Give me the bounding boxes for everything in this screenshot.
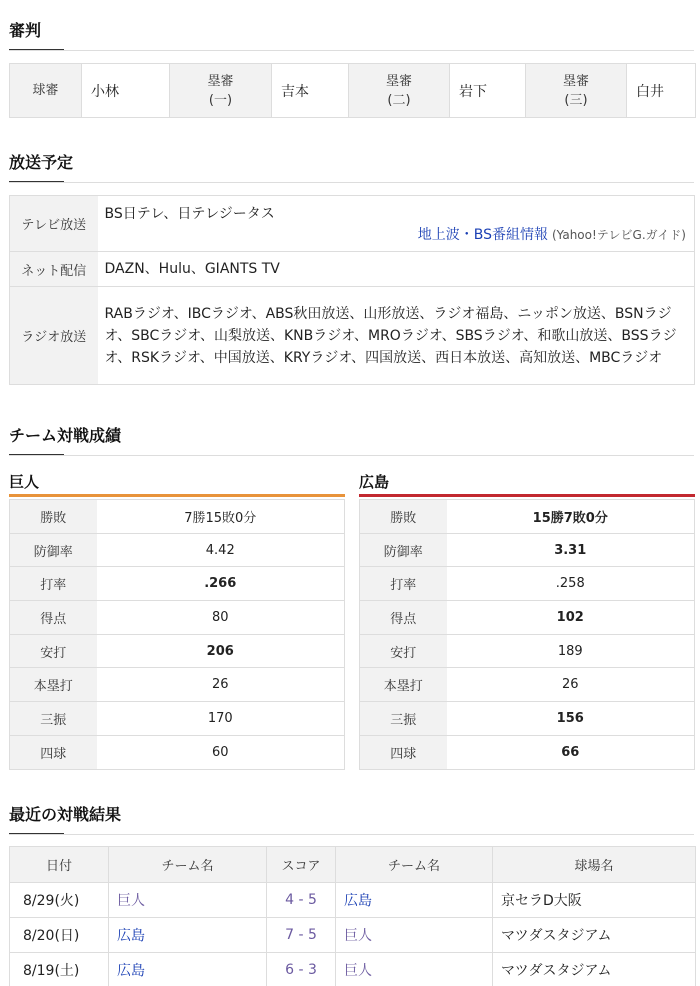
- stat-label: 防御率: [360, 533, 447, 567]
- plate-umpire-name: 小林: [82, 64, 170, 118]
- stat-value: 80: [97, 601, 345, 635]
- away-team-name: 広島: [359, 473, 390, 491]
- tv-guide-source: (Yahoo!テレビG.ガイド): [551, 228, 686, 242]
- radio-broadcast-value: RABラジオ、IBCラジオ、ABS秋田放送、山形放送、ラジオ福島、ニッポン放送、BSNラジオ、SBCラジオ、山梨放送、KNBラジオ、MROラジオ、SBSラジオ、和歌山放送、BSSラジオ、RSKラジオ、中国放送、KRYラジオ、四国放送、西日本放送、高知放送、MBCラジオ: [98, 287, 695, 385]
- third-base-umpire-label: [526, 64, 627, 118]
- stat-row: [10, 533, 345, 567]
- stat-label: 四球: [360, 735, 447, 769]
- first-base-umpire-name: 吉本: [272, 64, 349, 118]
- stat-value: 156: [447, 702, 695, 736]
- result-team1-link[interactable]: 広島: [117, 928, 145, 944]
- stat-row: [360, 735, 695, 769]
- stat-label: 打率: [10, 567, 97, 601]
- result-row: [10, 953, 696, 986]
- stat-label: 打率: [360, 567, 447, 601]
- third-base-umpire-label-bottom: (三): [564, 92, 588, 108]
- first-base-umpire-label: [170, 64, 272, 118]
- result-team2: [336, 953, 493, 986]
- result-score: [267, 883, 336, 918]
- away-team-color-bar: [359, 494, 695, 497]
- result-team2: [336, 883, 493, 918]
- stat-label: 三振: [360, 702, 447, 736]
- stat-label: 四球: [10, 735, 97, 769]
- recent-results-table: [9, 846, 696, 986]
- stat-row: [360, 601, 695, 635]
- broadcast-table: [9, 195, 695, 385]
- recent-results-heading: 最近の対戦結果: [9, 805, 122, 824]
- stat-row: [10, 601, 345, 635]
- result-venue: マツダスタジアム: [493, 953, 696, 986]
- result-team1: [109, 953, 267, 986]
- header-date: 日付: [10, 847, 109, 883]
- stat-value: 66: [447, 735, 695, 769]
- stat-label: 勝敗: [10, 500, 97, 534]
- result-date: 8/20(日): [10, 918, 109, 953]
- recent-results-heading-line: [9, 834, 694, 835]
- stat-label: 勝敗: [360, 500, 447, 534]
- radio-broadcast-label: ラジオ放送: [10, 287, 98, 385]
- stat-row: [360, 634, 695, 668]
- header-team1: チーム名: [109, 847, 267, 883]
- stat-row: [10, 634, 345, 668]
- plate-umpire-label: 球審: [10, 64, 82, 118]
- stat-row: [10, 668, 345, 702]
- stat-label: 安打: [10, 634, 97, 668]
- stat-value: 26: [447, 668, 695, 702]
- tv-guide-link-row: [105, 225, 687, 245]
- result-row: [10, 918, 696, 953]
- stat-label: 本塁打: [360, 668, 447, 702]
- header-score: スコア: [267, 847, 336, 883]
- stat-value: 102: [447, 601, 695, 635]
- second-base-umpire-label-bottom: (二): [387, 92, 411, 108]
- stat-row: [360, 533, 695, 567]
- third-base-umpire-name: 白井: [627, 64, 696, 118]
- stat-value: 4.42: [97, 533, 345, 567]
- first-base-umpire-label-top: 塁審: [207, 73, 234, 89]
- result-score: [267, 953, 336, 986]
- team-stats-heading: チーム対戦成績: [9, 426, 122, 445]
- broadcast-heading-line: [9, 182, 694, 183]
- umpires-heading: 審判: [9, 21, 42, 40]
- result-score-link[interactable]: 6 - 3: [285, 962, 317, 978]
- stat-label: 三振: [10, 702, 97, 736]
- result-team2-link[interactable]: 巨人: [344, 963, 372, 979]
- result-date: 8/19(土): [10, 953, 109, 986]
- stat-row: [10, 500, 345, 534]
- stat-row: [10, 735, 345, 769]
- result-team1: [109, 883, 267, 918]
- stat-row: [360, 668, 695, 702]
- net-broadcast-label: ネット配信: [10, 252, 98, 287]
- result-team2-link[interactable]: 巨人: [344, 928, 372, 944]
- second-base-umpire-name: 岩下: [450, 64, 526, 118]
- stat-label: 防御率: [10, 533, 97, 567]
- stat-label: 本塁打: [10, 668, 97, 702]
- result-team2: [336, 918, 493, 953]
- stat-value: 3.31: [447, 533, 695, 567]
- header-team2: チーム名: [336, 847, 493, 883]
- tv-broadcast-value: BS日テレ、日テレジータス: [104, 206, 275, 222]
- stat-row: [360, 702, 695, 736]
- stat-label: 得点: [10, 601, 97, 635]
- tv-broadcast-cell: [98, 196, 695, 252]
- result-date: 8/29(火): [10, 883, 109, 918]
- away-team-stats-table: [359, 499, 695, 770]
- result-team1-link[interactable]: 巨人: [117, 893, 145, 909]
- stat-value: 189: [447, 634, 695, 668]
- net-broadcast-value: DAZN、Hulu、GIANTS TV: [98, 252, 695, 287]
- stat-value: 26: [97, 668, 345, 702]
- stat-value: 206: [97, 634, 345, 668]
- result-team1: [109, 918, 267, 953]
- second-base-umpire-label-top: 塁審: [385, 73, 412, 89]
- stat-row: [10, 567, 345, 601]
- stat-value: 170: [97, 702, 345, 736]
- first-base-umpire-label-bottom: (一): [208, 92, 233, 108]
- result-venue: マツダスタジアム: [493, 918, 696, 953]
- broadcast-heading: 放送予定: [9, 153, 74, 172]
- stat-value: 15勝7敗0分: [532, 510, 608, 526]
- team-stats-heading-line: [9, 455, 694, 456]
- result-score-link[interactable]: 7 - 5: [285, 927, 317, 943]
- home-team-stats-table: [9, 499, 345, 770]
- home-team-name: 巨人: [9, 473, 40, 491]
- stat-row: [10, 702, 345, 736]
- stat-value: .266: [97, 567, 345, 601]
- tv-broadcast-label: テレビ放送: [10, 196, 98, 252]
- stat-value: .258: [447, 567, 695, 601]
- stat-label: 安打: [360, 634, 447, 668]
- result-venue: 京セラD大阪: [493, 883, 696, 918]
- stat-row: [360, 567, 695, 601]
- result-score-link[interactable]: 4 - 5: [285, 892, 317, 908]
- stat-row: [360, 500, 695, 534]
- result-team2-link[interactable]: 広島: [344, 893, 372, 909]
- second-base-umpire-label: [349, 64, 450, 118]
- header-venue: 球場名: [493, 847, 696, 883]
- result-team1-link[interactable]: 広島: [117, 963, 145, 979]
- stat-label: 得点: [360, 601, 447, 635]
- third-base-umpire-label-top: 塁審: [562, 73, 589, 89]
- umpires-heading-line: [9, 50, 694, 51]
- stat-value: 60: [97, 735, 345, 769]
- tv-guide-link[interactable]: 地上波・BS番組情報: [417, 227, 548, 243]
- result-row: [10, 883, 696, 918]
- stat-value: 7勝15敗0分: [184, 510, 257, 526]
- umpires-table: [9, 63, 696, 118]
- result-score: [267, 918, 336, 953]
- home-team-color-bar: [9, 494, 345, 497]
